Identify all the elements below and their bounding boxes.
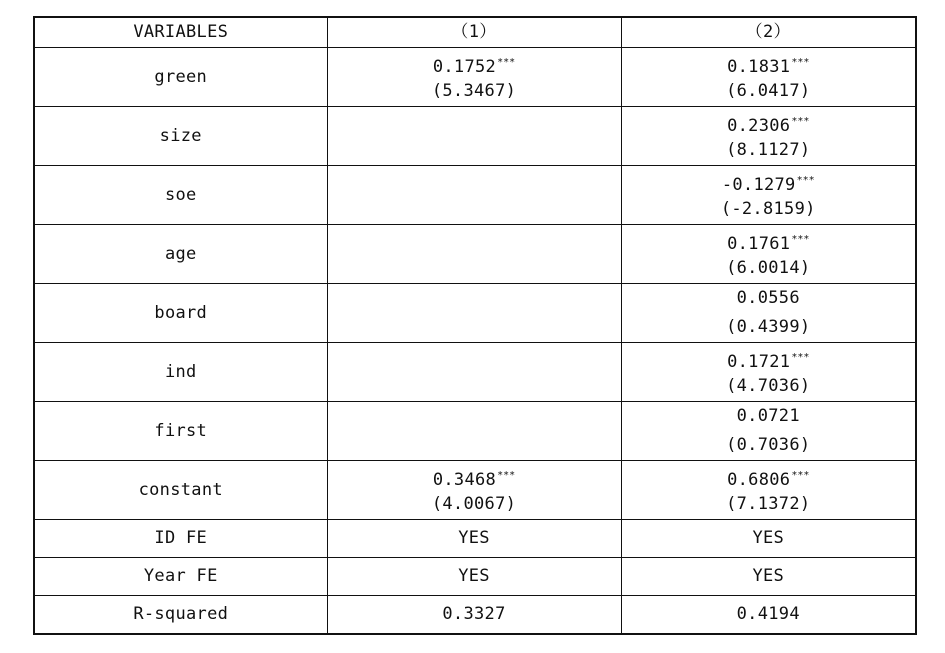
coef-row-constant <box>34 461 916 520</box>
t-statistic: (0.7036) <box>726 435 811 455</box>
coef-cell-col1 <box>327 225 621 284</box>
stat-value-col1: 0.3327 <box>327 596 621 635</box>
coefficient-line <box>622 166 916 195</box>
stat-row <box>34 520 916 558</box>
header-row <box>34 17 916 48</box>
stat-value-col2: YES <box>621 558 916 596</box>
coefficient-value: -0.1279 <box>721 175 796 195</box>
variable-name: constant <box>34 461 327 520</box>
significance-stars: *** <box>791 352 810 363</box>
coefficient-value: 0.1721 <box>727 352 791 372</box>
stat-row <box>34 558 916 596</box>
coef-row-age <box>34 225 916 284</box>
significance-stars: *** <box>796 175 815 186</box>
t-statistic: (4.0067) <box>431 494 517 514</box>
coefficient-line <box>328 48 621 77</box>
stat-value-col1: YES <box>327 558 621 596</box>
coef-row-first <box>34 402 916 461</box>
variable-name: age <box>34 225 327 284</box>
t-statistic: (6.0014) <box>726 258 811 278</box>
t-statistic: (7.1372) <box>726 494 811 514</box>
coef-row-soe <box>34 166 916 225</box>
coef-row-size <box>34 107 916 166</box>
t-statistic: (0.4399) <box>726 317 811 337</box>
coef-row-ind <box>34 343 916 402</box>
stat-row <box>34 596 916 635</box>
coefficient-value: 0.0556 <box>736 288 800 308</box>
coef-cell-col1 <box>327 343 621 402</box>
coef-cell-col2 <box>621 343 916 402</box>
significance-stars: *** <box>791 234 810 245</box>
t-statistic: (-2.8159) <box>720 199 816 219</box>
coef-cell-col2 <box>621 166 916 225</box>
coefficient-value: 0.1752 <box>432 57 497 77</box>
t-statistic: (6.0417) <box>726 81 811 101</box>
significance-stars: *** <box>791 470 810 481</box>
coef-cell-col2 <box>621 461 916 520</box>
variable-name: soe <box>34 166 327 225</box>
significance-stars: *** <box>497 470 516 481</box>
coef-cell-col2 <box>621 284 916 343</box>
coefficient-value: 0.6806 <box>727 470 791 490</box>
stat-name: ID FE <box>34 520 327 558</box>
table-body <box>34 48 916 635</box>
t-statistic: (4.7036) <box>726 376 811 396</box>
variable-name: size <box>34 107 327 166</box>
regression-table <box>33 16 917 635</box>
coefficient-line <box>622 107 916 136</box>
variable-name: green <box>34 48 327 107</box>
coefficient-value: 0.1761 <box>727 234 791 254</box>
coefficient-line <box>622 461 916 490</box>
stat-name: Year FE <box>34 558 327 596</box>
t-statistic: (8.1127) <box>726 140 811 160</box>
variable-name: board <box>34 284 327 343</box>
coefficient-line <box>328 461 621 490</box>
coefficient-value: 0.1831 <box>727 57 791 77</box>
stat-value-col1: YES <box>327 520 621 558</box>
stat-value-col2: 0.4194 <box>621 596 916 635</box>
coefficient-line <box>622 48 916 77</box>
coefficient-value: 0.3468 <box>432 470 497 490</box>
coefficient-line <box>622 402 916 431</box>
variable-name: first <box>34 402 327 461</box>
coef-cell-col1 <box>327 461 621 520</box>
header-variables: VARIABLES <box>34 17 327 48</box>
significance-stars: *** <box>791 116 810 127</box>
coefficient-line <box>622 284 916 313</box>
significance-stars: *** <box>497 57 516 68</box>
coef-cell-col2 <box>621 48 916 107</box>
stat-name: R-squared <box>34 596 327 635</box>
coef-cell-col1 <box>327 48 621 107</box>
coef-cell-col2 <box>621 107 916 166</box>
coef-cell-col1 <box>327 402 621 461</box>
coef-row-green <box>34 48 916 107</box>
header-col-1: （1） <box>327 17 621 48</box>
coef-cell-col2 <box>621 402 916 461</box>
coefficient-line <box>622 225 916 254</box>
t-statistic: (5.3467) <box>431 81 517 101</box>
coef-cell-col2 <box>621 225 916 284</box>
coefficient-line <box>622 343 916 372</box>
coef-cell-col1 <box>327 284 621 343</box>
coef-row-board <box>34 284 916 343</box>
coefficient-value: 0.2306 <box>727 116 791 136</box>
coefficient-value: 0.0721 <box>736 406 800 426</box>
coef-cell-col1 <box>327 166 621 225</box>
variable-name: ind <box>34 343 327 402</box>
header-col-2: （2） <box>621 17 916 48</box>
coef-cell-col1 <box>327 107 621 166</box>
stat-value-col2: YES <box>621 520 916 558</box>
significance-stars: *** <box>791 57 810 68</box>
